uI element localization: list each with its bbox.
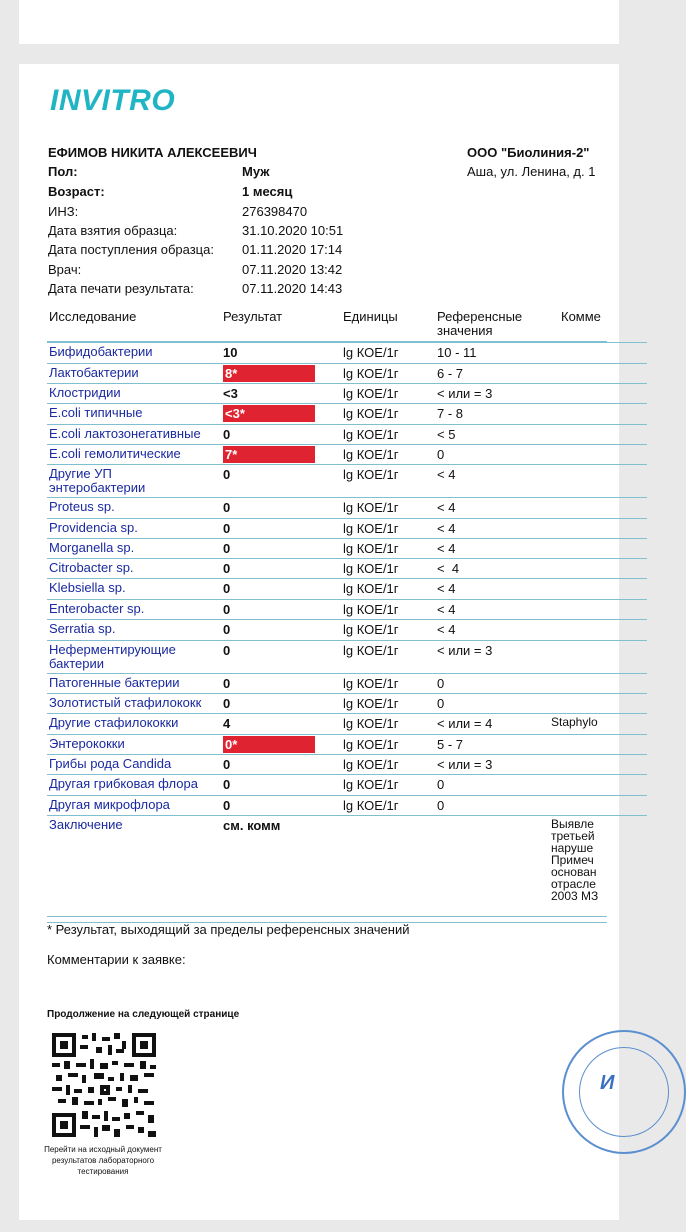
header-result: Результат	[223, 309, 283, 324]
row-study-name: Бифидобактерии	[49, 344, 153, 359]
result-flagged: 7*	[223, 446, 315, 463]
result-value: 0	[223, 798, 231, 813]
qr-code-icon[interactable]	[52, 1033, 156, 1137]
row-study-name: E.coli гемолитические	[49, 446, 181, 461]
doctor-label: Врач:	[48, 262, 82, 277]
footnote: * Результат, выходящий за пределы референсных значений	[47, 922, 410, 937]
row-units: lg КОЕ/1г	[343, 521, 399, 536]
row-study-name: Другая микрофлора	[49, 797, 170, 812]
inz-value: 276398470	[242, 204, 308, 219]
row-study-name: Неферментирующие бактерии	[49, 642, 176, 671]
table-header	[47, 308, 647, 339]
table-row	[47, 640, 647, 674]
result-value: 0	[223, 777, 231, 792]
table-row	[47, 497, 647, 519]
table-row	[47, 734, 647, 755]
age-value: 1 месяц	[242, 184, 293, 199]
table-row	[47, 383, 647, 404]
header-rule	[47, 341, 607, 342]
result-value: 0	[223, 427, 231, 442]
row-reference: < или = 3	[437, 643, 493, 658]
header-units: Единицы	[343, 309, 398, 324]
seal-stamp: И	[562, 1030, 686, 1154]
table-row	[47, 713, 647, 735]
printed-label: Дата печати результата:	[48, 281, 194, 296]
header-ref-line1: Референсные	[437, 309, 523, 324]
row-units: lg КОЕ/1г	[343, 345, 399, 360]
row-reference: 6 - 7	[437, 366, 464, 381]
taken-value: 31.10.2020 10:51	[242, 223, 344, 238]
age-label: Возраст:	[48, 184, 105, 199]
result-value: 4	[223, 716, 231, 731]
table-bottom-rule	[47, 916, 607, 917]
table-row	[47, 444, 647, 465]
header-ref-line2: значения	[437, 323, 493, 338]
table-row	[47, 619, 647, 641]
result-value: 10	[223, 345, 238, 360]
row-reference: 0	[437, 798, 445, 813]
header-comment: Комме	[561, 309, 601, 324]
table-row	[47, 518, 647, 539]
row-reference: 5 - 7	[437, 737, 464, 752]
row-study-name: E.coli лактозонегативные	[49, 426, 201, 441]
org-name: ООО "Биолиния-2"	[467, 145, 590, 160]
row-study-name: Золотистый стафилококк	[49, 695, 202, 710]
result-value: 0	[223, 500, 231, 515]
table-row	[47, 538, 647, 559]
header-study: Исследование	[49, 309, 137, 324]
row-reference: < 4	[437, 561, 460, 576]
row-study-name: Proteus sp.	[49, 499, 115, 514]
table-row	[47, 815, 647, 916]
table-row	[47, 403, 647, 425]
row-reference: < 4	[437, 541, 456, 556]
table-row	[47, 693, 647, 714]
row-study-name: Энтерококки	[49, 736, 125, 751]
row-units: lg КОЕ/1г	[343, 561, 399, 576]
table-row	[47, 795, 647, 816]
result-value: <3	[223, 386, 238, 401]
row-units: lg КОЕ/1г	[343, 467, 399, 482]
table-row	[47, 342, 647, 364]
row-units: lg КОЕ/1г	[343, 777, 399, 792]
row-study-name: Патогенные бактерии	[49, 675, 180, 690]
row-units: lg КОЕ/1г	[343, 427, 399, 442]
result-flagged: 0*	[223, 736, 315, 753]
row-reference: < 4	[437, 602, 456, 617]
qr-caption: Перейти на исходный документ результатов лабораторного тестирования	[44, 1145, 162, 1176]
row-reference: < или = 3	[437, 386, 493, 401]
sex-label: Пол:	[48, 164, 78, 179]
continue-note: Продолжение на следующей странице	[47, 1009, 240, 1020]
row-units: lg КОЕ/1г	[343, 581, 399, 596]
previous-page-card	[19, 0, 619, 44]
result-value: 0	[223, 521, 231, 536]
invitro-logo: INVITRO	[50, 84, 176, 117]
result-value: 0	[223, 757, 231, 772]
row-reference: < или = 4	[437, 716, 493, 731]
row-study-name: Клостридии	[49, 385, 121, 400]
result-value: 0	[223, 581, 231, 596]
table-row	[47, 578, 647, 600]
row-reference: < 4	[437, 467, 456, 482]
row-reference: < 5	[437, 427, 456, 442]
row-reference: < 4	[437, 521, 456, 536]
table-row	[47, 774, 647, 796]
result-value: см. комм	[223, 818, 281, 833]
patient-name: ЕФИМОВ НИКИТА АЛЕКСЕЕВИЧ	[48, 145, 257, 160]
row-units: lg КОЕ/1г	[343, 500, 399, 515]
row-study-name: E.coli типичные	[49, 405, 143, 420]
printed-value: 07.11.2020 14:43	[242, 281, 343, 296]
row-reference: 0	[437, 676, 445, 691]
table-row	[47, 363, 647, 384]
row-study-name: Providencia sp.	[49, 520, 138, 535]
row-units: lg КОЕ/1г	[343, 643, 399, 658]
row-units: lg КОЕ/1г	[343, 716, 399, 731]
received-label: Дата поступления образца:	[48, 242, 214, 257]
row-units: lg КОЕ/1г	[343, 447, 399, 462]
table-row	[47, 424, 647, 445]
row-reference: < или = 3	[437, 757, 493, 772]
inz-label: ИНЗ:	[48, 204, 79, 219]
table-row	[47, 673, 647, 694]
row-units: lg КОЕ/1г	[343, 696, 399, 711]
row-study-name: Morganella sp.	[49, 540, 135, 555]
row-study-name: Лактобактерии	[49, 365, 139, 380]
row-reference: < 4	[437, 581, 456, 596]
row-study-name: Serratia sp.	[49, 621, 116, 636]
result-flagged: 8*	[223, 365, 315, 382]
row-reference: 0	[437, 447, 445, 462]
org-address: Аша, ул. Ленина, д. 1	[467, 164, 596, 179]
row-units: lg КОЕ/1г	[343, 602, 399, 617]
row-study-name: Citrobacter sp.	[49, 560, 134, 575]
row-reference: 0	[437, 777, 445, 792]
result-flagged: <3*	[223, 405, 315, 422]
result-value: 0	[223, 622, 231, 637]
table-row	[47, 558, 647, 579]
row-units: lg КОЕ/1г	[343, 386, 399, 401]
row-units: lg КОЕ/1г	[343, 366, 399, 381]
result-value: 0	[223, 467, 231, 482]
result-value: 0	[223, 541, 231, 556]
row-reference: 7 - 8	[437, 406, 464, 421]
table-row	[47, 599, 647, 620]
row-reference: 10 - 11	[437, 345, 477, 360]
row-comment: Staphylo	[551, 715, 598, 729]
row-comment: Выявле третьей наруше Примеч основан отрасле 2003 МЗ	[551, 817, 599, 903]
sex-value: Муж	[242, 164, 270, 179]
row-study-name: Enterobacter sp.	[49, 601, 145, 616]
row-units: lg КОЕ/1г	[343, 622, 399, 637]
row-units: lg КОЕ/1г	[343, 798, 399, 813]
row-reference: < 4	[437, 500, 456, 515]
row-study-name: Грибы рода Candida	[49, 756, 172, 771]
row-units: lg КОЕ/1г	[343, 757, 399, 772]
taken-label: Дата взятия образца:	[48, 223, 178, 238]
row-study-name: Заключение	[49, 817, 123, 832]
row-study-name: Другие стафилококки	[49, 715, 179, 730]
row-units: lg КОЕ/1г	[343, 541, 399, 556]
row-study-name: Другая грибковая флора	[49, 776, 198, 791]
row-units: lg КОЕ/1г	[343, 676, 399, 691]
result-value: 0	[223, 676, 231, 691]
row-reference: < 4	[437, 622, 456, 637]
result-value: 0	[223, 602, 231, 617]
doctor-value: 07.11.2020 13:42	[242, 262, 343, 277]
row-units: lg КОЕ/1г	[343, 737, 399, 752]
row-study-name: Другие УП энтеробактерии	[49, 466, 146, 495]
table-row	[47, 464, 647, 498]
row-reference: 0	[437, 696, 445, 711]
row-study-name: Klebsiella sp.	[49, 580, 126, 595]
result-value: 0	[223, 561, 231, 576]
received-value: 01.11.2020 17:14	[242, 242, 343, 257]
result-value: 0	[223, 643, 231, 658]
result-value: 0	[223, 696, 231, 711]
table-row	[47, 754, 647, 775]
row-units: lg КОЕ/1г	[343, 406, 399, 421]
comments-label: Комментарии к заявке:	[47, 952, 186, 967]
